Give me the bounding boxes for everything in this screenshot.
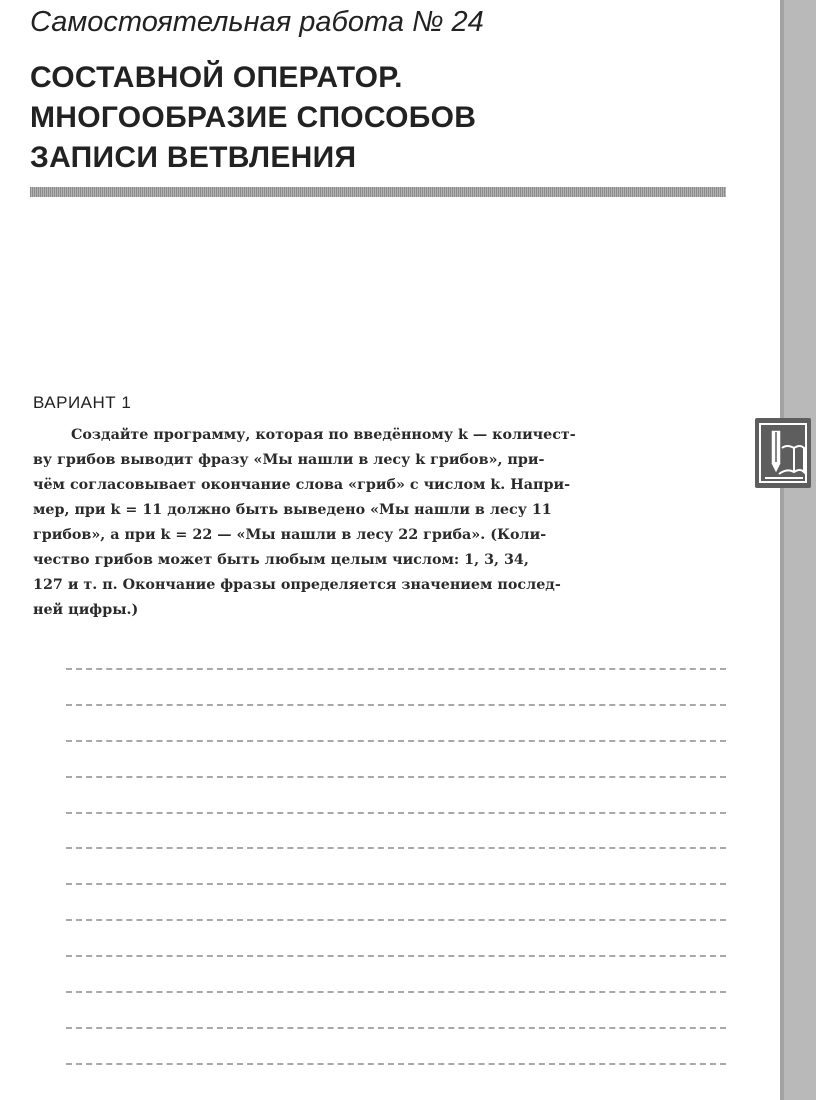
task-line: [33, 473, 727, 498]
pen-and-notebook-icon: [755, 418, 811, 488]
variant-heading: ВАРИАНТ 1: [33, 393, 132, 412]
task-line: [33, 448, 727, 473]
task-line: [33, 548, 727, 573]
work-number-label: Самостоятельная работа № 24: [30, 6, 484, 38]
task-line: [33, 498, 727, 523]
answer-line: [66, 740, 726, 776]
answer-line: [66, 847, 726, 883]
answer-lines-area: [66, 668, 726, 1099]
task-line-text: чём согласовывает окончание слова «гриб» с числом k. Напри-: [33, 477, 571, 493]
page-side-strip: [780, 0, 816, 1100]
title-line-2: МНОГООБРАЗИЕ СПОСОБОВ: [30, 101, 477, 134]
page-title: [30, 58, 476, 178]
task-text: [33, 423, 727, 623]
task-line-text: ней цифры.): [33, 602, 139, 618]
task-line: [33, 523, 727, 548]
task-line-text: Создайте программу, которая по введённому k — количест-: [71, 427, 576, 443]
answer-line: [66, 919, 726, 955]
title-line-3: ЗАПИСИ ВЕТВЛЕНИЯ: [30, 141, 357, 174]
title-line-1: СОСТАВНОЙ ОПЕРАТОР.: [30, 61, 403, 94]
answer-line: [66, 883, 726, 919]
task-line-text: 127 и т. п. Окончание фразы определяется значением послед-: [33, 577, 561, 593]
answer-line: [66, 991, 726, 1027]
answer-line: [66, 668, 726, 704]
task-line-text: мер, при k = 11 должно быть выведено «Мы нашли в лесу 11: [33, 502, 552, 518]
answer-line: [66, 1027, 726, 1063]
task-line-text: ву грибов выводит фразу «Мы нашли в лесу k грибов», при-: [33, 452, 545, 468]
task-line-text: чество грибов может быть любым целым числом: 1, 3, 34,: [33, 552, 529, 568]
answer-line: [66, 955, 726, 991]
task-line: [33, 573, 727, 598]
title-divider: [30, 187, 726, 197]
answer-line: [66, 812, 726, 848]
answer-line: [66, 776, 726, 812]
task-line: [33, 423, 727, 448]
task-line: [33, 598, 727, 623]
answer-line: [66, 704, 726, 740]
task-line-text: грибов», а при k = 22 — «Мы нашли в лесу 22 гриба». (Коли-: [33, 527, 547, 543]
answer-line: [66, 1063, 726, 1099]
